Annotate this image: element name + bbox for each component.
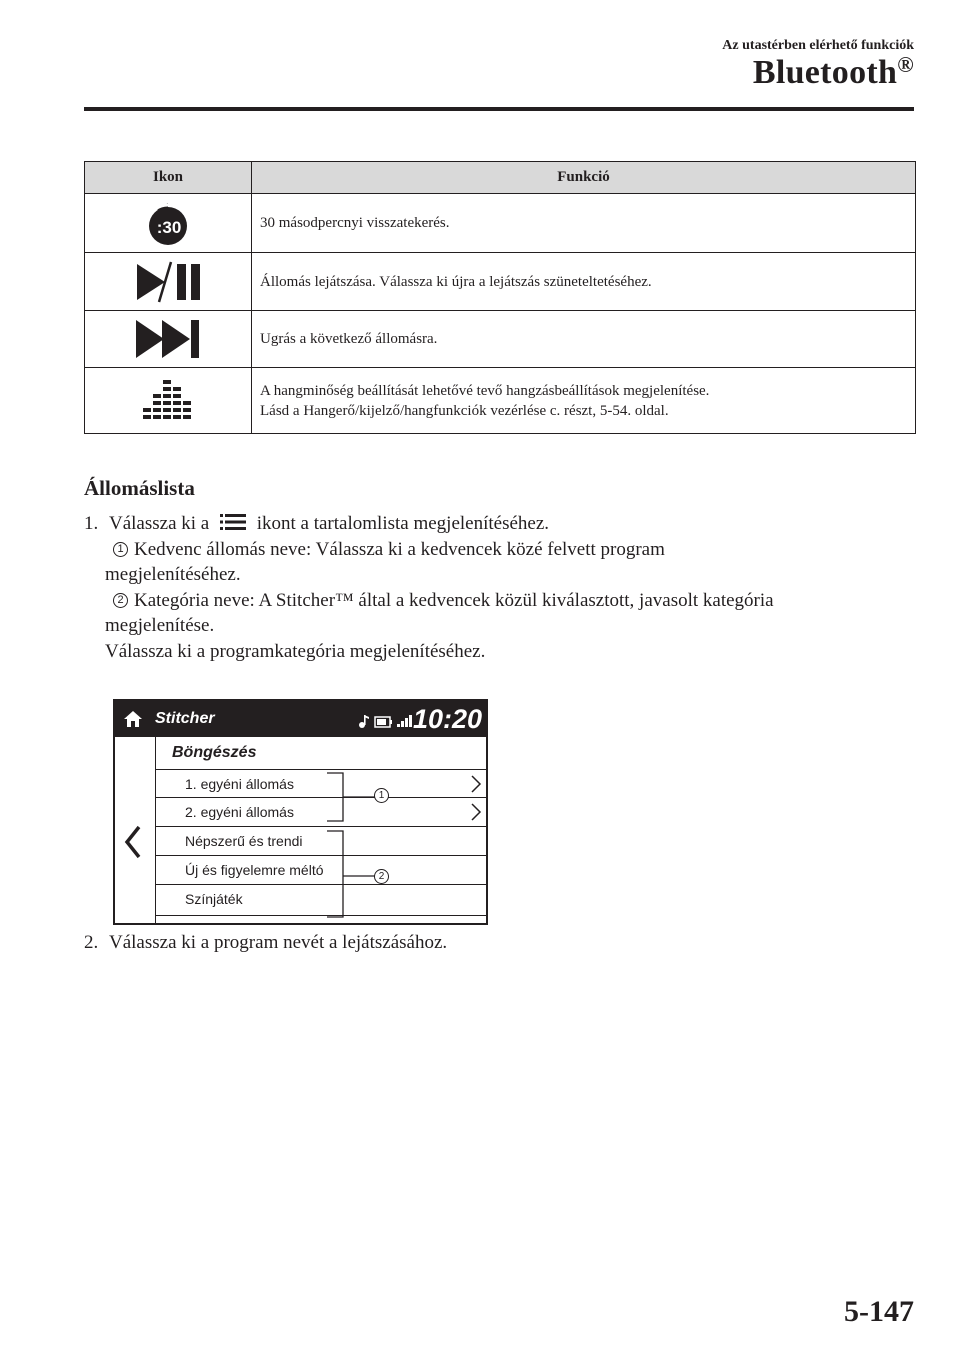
registered-mark: ® [897, 52, 914, 77]
list-item-label: 2. egyéni állomás [185, 804, 294, 820]
back-chevron-icon[interactable] [123, 825, 143, 859]
icon-cell [85, 194, 252, 253]
chevron-right-icon [470, 774, 482, 794]
equalizer-icon [140, 378, 196, 424]
icon-cell [85, 368, 252, 434]
item-1 [113, 538, 665, 561]
section-header: Az utastérben elérhető funkciók [722, 38, 914, 53]
column-header-function: Funkció [252, 162, 916, 194]
function-cell: Ugrás a következő állomásra. [252, 311, 916, 368]
list-item[interactable] [155, 826, 486, 856]
list-item-label: Népszerű és trendi [185, 833, 303, 849]
page-number: 5-147 [844, 1295, 914, 1328]
clock: 10:20 [412, 704, 482, 734]
step-1 [84, 512, 549, 535]
step-text: Válassza ki a program nevét a lejátszásához. [109, 932, 448, 953]
page-title [753, 54, 914, 92]
skip-next-icon [132, 318, 204, 360]
step-text: ikont a tartalomlista megjelenítéséhez. [256, 513, 550, 534]
step-text: Válassza ki a [109, 513, 210, 534]
list-item[interactable] [155, 797, 486, 827]
step-2 [84, 931, 447, 954]
item-1-cont: megjelenítéséhez. [105, 564, 241, 585]
page-title-text: Bluetooth [752, 54, 898, 91]
play-pause-icon [129, 260, 207, 304]
function-cell [252, 368, 916, 434]
step-number: 2. [84, 932, 99, 953]
function-cell: 30 másodpercnyi visszatekerés. [252, 194, 916, 253]
item-2-instruction: Válassza ki a programkategória megjelenítéséhez. [105, 641, 486, 662]
item-2 [113, 589, 774, 612]
screen-heading: Böngészés [172, 744, 257, 761]
function-text-line: Lásd a Hangerő/kijelző/hangfunkciók vezérlése c. részt, 5-54. oldal. [260, 402, 669, 419]
table-row [85, 253, 916, 311]
item-text: Kedvenc állomás neve: Válassza ki a kedvencek közé felvett program [134, 539, 665, 560]
screen-top-bar [115, 701, 486, 737]
rewind-30-icon [142, 199, 194, 247]
home-icon[interactable] [123, 710, 143, 728]
list-item[interactable] [155, 855, 486, 885]
svg-text::30: :30 [156, 218, 182, 237]
function-cell: Állomás lejátszása. Válassza ki újra a lejátszás szüneteltetéséhez. [252, 253, 916, 311]
back-column[interactable] [115, 737, 156, 923]
icon-function-table [84, 161, 916, 434]
list-icon [220, 513, 246, 531]
list-item-label: Új és figyelemre méltó [185, 862, 324, 878]
item-2-cont: megjelenítése. [105, 615, 215, 636]
callout-number: 1 [374, 788, 389, 803]
app-name: Stitcher [155, 710, 215, 727]
item-text: Kategória neve: A Stitcher™ által a kedvencek közül kiválasztott, javasolt kategória [134, 590, 774, 611]
icon-cell [85, 311, 252, 368]
table-row [85, 368, 916, 434]
column-header-icon: Ikon [85, 162, 252, 194]
header-rule [84, 107, 914, 111]
list-item[interactable] [155, 884, 486, 916]
list-item-label: 1. egyéni állomás [185, 776, 294, 792]
stitcher-screen [113, 699, 488, 925]
list-item[interactable] [155, 769, 486, 799]
table-row [85, 194, 916, 253]
callout-number: 2 [374, 869, 389, 884]
signal-icon [397, 724, 400, 727]
table-row [85, 311, 916, 368]
item-number: 2 [113, 593, 128, 608]
function-text-line: A hangminőség beállítását lehetővé tevő hangzásbeállítások megjelenítése. [260, 382, 710, 399]
list-item-label: Színjáték [185, 891, 243, 907]
table-header-row [85, 162, 916, 194]
icon-cell [85, 253, 252, 311]
chevron-right-icon [470, 802, 482, 822]
item-number: 1 [113, 542, 128, 557]
step-number: 1. [84, 513, 99, 534]
status-icons [359, 713, 415, 729]
section-title: Állomáslista [84, 476, 195, 500]
